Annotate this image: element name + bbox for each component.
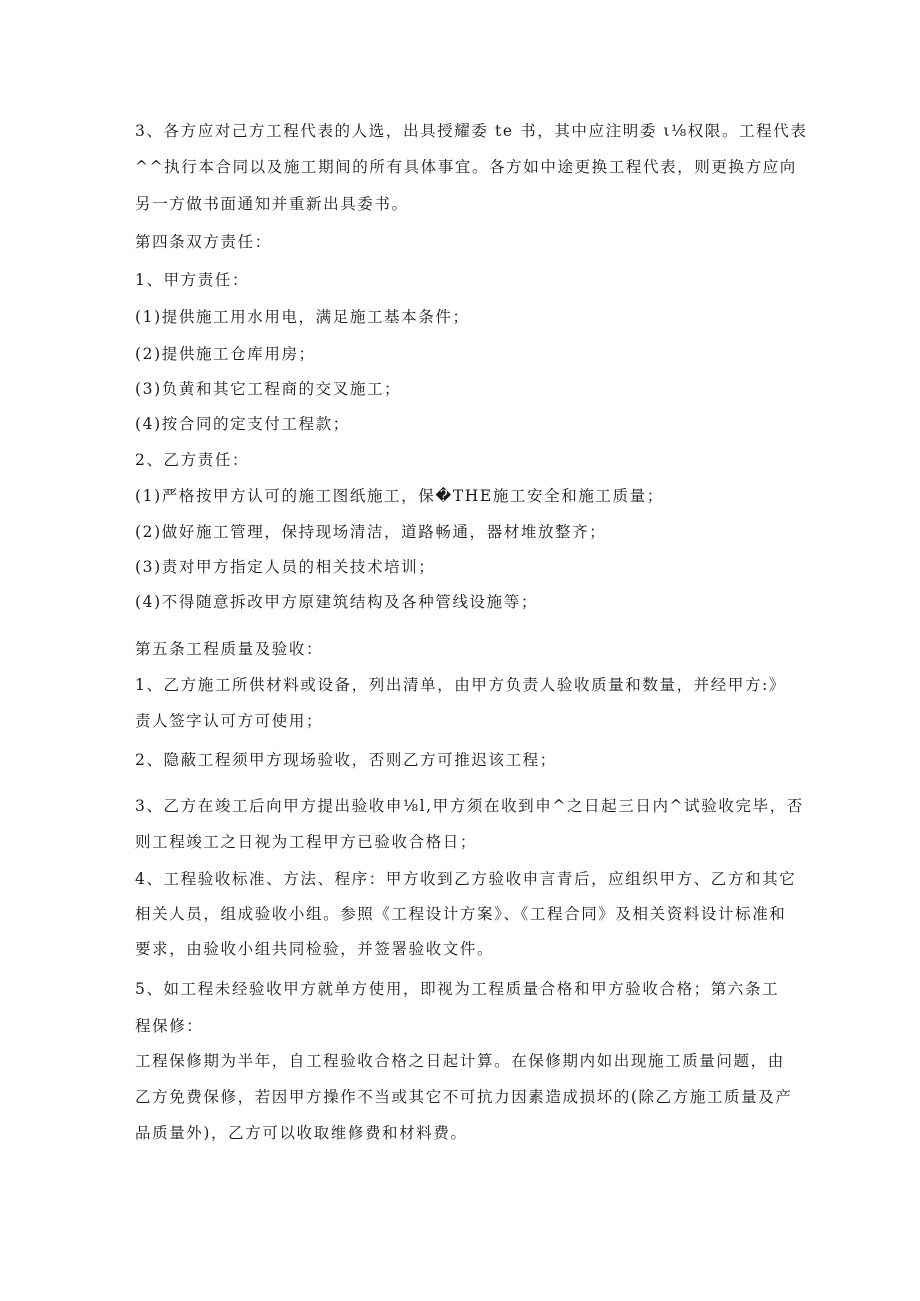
text-line: 要求，由验收小组共同检验，并签署验收文件。 [135,940,495,958]
text-line: (2)做好施工管理，保持现场清洁，道路畅通，器材堆放整齐； [135,523,607,541]
section-heading: 第四条双方责任： [135,233,272,251]
text-line: (3)责对甲方指定人员的相关技术培训； [135,558,436,576]
text-line: 乙方免费保修，若因甲方操作不当或其它不可抗力因素造成损坏的(除乙方施工质量及产 [135,1088,793,1106]
text-line: 责人签字认可方可使用； [135,712,324,730]
text-line: 相关人员，组成验收小组。参照《工程设计方案》、《工程合同》及相关资料设计标准和 [135,905,787,923]
text-line: 1、乙方施工所供材料或设备，列出清单，由甲方负责人验收质量和数量，并经甲方:》 [135,676,786,694]
text-line: 3、乙方在竣工后向甲方提出验收申⅛l,甲方须在收到申^之日起三日内^试验收完毕，否 [135,797,804,815]
text-line: 另一方做书面通知并重新出具委书。 [135,195,409,213]
text-line: (1)提供施工用水用电，满足施工基本条件； [135,308,470,326]
text-line: 程保修： [135,1017,204,1035]
text-line: (2)提供施工仓库用房； [135,345,316,363]
text-line: (3)负黄和其它工程商的交叉施工； [135,380,402,398]
text-line: 4、工程验收标准、方法、程序：甲方收到乙方验收申言青后，应组织甲方、乙方和其它 [135,870,797,888]
text-line: (1)严格按甲方认可的施工图纸施工，保�THE施工安全和施工质量； [135,487,664,505]
text-line: 工程保修期为半年，自工程验收合格之日起计算。在保修期内如出现施工质量问题，由 [135,1052,785,1070]
text-line: 2、乙方责任： [135,451,250,469]
text-line: 2、隐蔽工程须甲方现场验收，否则乙方可推迟该工程； [135,751,557,769]
text-line: ^^执行本合同以及施工期间的所有具体事宜。各方如中途更换工程代表，则更换方应向 [135,158,797,176]
section-heading: 第五条工程质量及验收： [135,640,324,658]
text-line: 1、甲方责任： [135,271,250,289]
text-line: 则工程竣工之日视为工程甲方已验收合格日； [135,833,478,851]
text-line: 3、各方应对己方工程代表的人选，出具授耀委 te 书，其中应注明委 ι⅛权限。工程代表 [135,122,808,140]
text-line: (4)按合同的定支付工程款； [135,415,350,433]
text-line: 5、如工程未经验收甲方就单方使用，即视为工程质量合格和甲方验收合格；第六条工 [135,980,780,998]
text-line: (4)不得随意拆改甲方原建筑结构及各种管线设施等； [135,593,538,611]
text-line: 品质量外)，乙方可以收取维修费和材料费。 [135,1124,468,1142]
